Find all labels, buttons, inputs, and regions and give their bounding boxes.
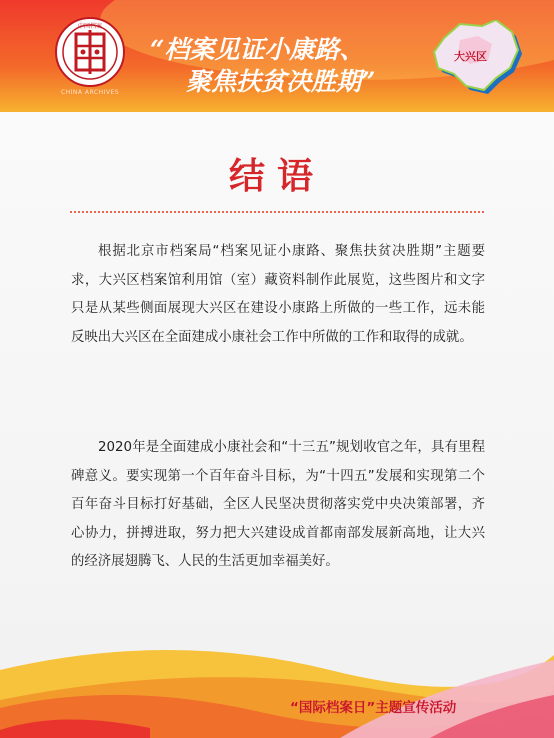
map-label: 大兴区 <box>454 50 487 63</box>
page-title: 结语 <box>228 155 325 197</box>
logo-caption: CHINA ARCHIVES <box>60 89 120 96</box>
logo-top-text: 中国档案 <box>77 23 103 30</box>
footer-wave-decoration <box>0 600 554 738</box>
slogan-line-2: 聚焦扶贫决胜期” <box>186 67 376 96</box>
paragraph-2: 2020年是全面建成小康社会和“十三五”规划收官之年，具有里程碑意义。要实现第一个百年奋斗目标，为“十四五”发展和实现第二个百年奋斗目标打好基础，全区人民坚决贯彻落实党中央决策部署，齐心协力，拼搏进取，努力把大兴建设成首都南部发展新高地，让大兴的经济展翅腾飞、人民的生活更加幸福美好。 <box>71 440 485 570</box>
archives-seal-icon <box>54 16 126 88</box>
title-divider <box>70 211 484 213</box>
paragraph-1: 根据北京市档案局“档案见证小康路、聚焦扶贫决胜期”主题要求，大兴区档案馆利用馆（室）藏资料制作此展览，这些图片和文字只是从某些侧面展现大兴区在建设小康路上所做的一些工作，远未能反映出大兴区在全面建成小康社会工作中所做的工作和取得的成就。 <box>71 244 485 345</box>
footer-campaign-text: “国际档案日”主题宣传活动 <box>290 700 457 716</box>
slogan-line-1: “档案见证小康路、 <box>150 35 365 64</box>
